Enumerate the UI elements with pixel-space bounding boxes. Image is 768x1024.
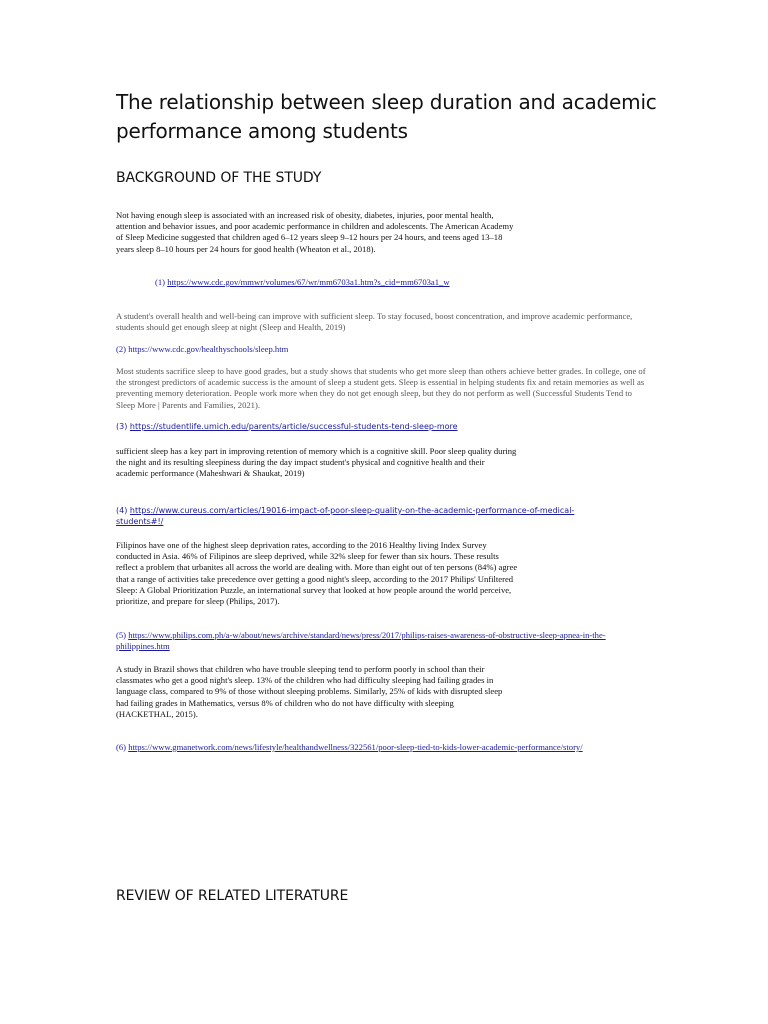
reference-3[interactable] [116,421,458,432]
background-heading: BACKGROUND OF THE STUDY [116,170,322,186]
paragraph-4: sufficient sleep has a key part in improving retention of memory which is a cognitive skill. Poor sleep quality during the night and its resulting sleepiness during the day impact student's physical and cognitive health and their academic performance (Maheshwari & Shaukat, 2019) [116,446,517,479]
reference-5[interactable] [116,630,656,652]
reference-2[interactable] [116,344,288,355]
reference-link[interactable]: https://www.cdc.gov/healthyschools/sleep.htm [128,344,289,354]
reference-link[interactable]: https://www.cureus.com/articles/19016-impact-of-poor-sleep-quality-on-the-academic-performance-of-medical-students#!/ [116,506,575,527]
reference-number: (3) [116,422,128,431]
reference-link[interactable]: https://www.cdc.gov/mmwr/volumes/67/wr/mm6703a1.htm?s_cid=mm6703a1_w [167,277,450,287]
reference-number: (6) [116,742,127,752]
reference-link[interactable]: https://www.philips.com.ph/a-w/about/news/archive/standard/news/press/2017/philips-raises-awareness-of-obstructive-sleep-apnea-in-the-philippines.htm [116,630,606,652]
reference-4[interactable] [116,505,616,527]
reference-link[interactable]: https://studentlife.umich.edu/parents/article/successful-students-tend-sleep-more [129,422,458,431]
paragraph-2: A student's overall health and well-being can improve with sufficient sleep. To stay focused, boost concentration, and improve academic performance, students should get enough sleep at night (Sleep and Health, 2019) [116,311,633,333]
reference-link[interactable]: https://www.gmanetwork.com/news/lifestyle/healthandwellness/322561/poor-sleep-tied-to-kids-lower-academic-performance/story/ [128,742,583,752]
reference-number: (2) [116,344,127,354]
paragraph-1: Not having enough sleep is associated with an increased risk of obesity, diabetes, injuries, poor mental health, attention and behavior issues, and poor academic performance in children and adolescents. The American Academy of Sleep Medicine suggested that children aged 6–12 years sleep 9–12 hours per 24 hours, and teens aged 13–18 years sleep 8–10 hours per 24 hours for good health (Wheaton et al., 2018). [116,210,514,254]
review-heading: REVIEW OF RELATED LITERATURE [116,888,349,904]
reference-number: (1) [155,277,166,287]
reference-1[interactable] [155,277,450,288]
reference-number: (5) [116,630,127,640]
paragraph-6: A study in Brazil shows that children who have trouble sleeping tend to perform poorly in school than their classmates who get a good night's sleep. 13% of the children who had difficulty sleeping had failing grades in language class, compared to 9% of those without sleeping problems. Similarly, 25% of kids with disrupted sleep had failing grades in Mathematics, versus 8% of children who do not have difficulty with sleeping (HACKETHAL, 2015). [116,664,503,719]
paragraph-5: Filipinos have one of the highest sleep deprivation rates, according to the 2016 Healthy living Index Survey conducted in Asia. 46% of Filipinos are sleep deprived, while 32% sleep for fewer than six hours. These results reflect a problem that urbanites all across the world are dealing with. More than eight out of ten persons (84%) agree that a range of activities take precedence over getting a good night's sleep, according to the 2017 Philips' Unfiltered Sleep: A Global Prioritization Puzzle, an international survey that looked at how people around the world perceive, prioritize, and prepare for sleep (Philips, 2017). [116,540,518,607]
reference-6[interactable] [116,742,616,753]
document-title: The relationship between sleep duration and academic performance among students [116,90,657,143]
reference-number: (4) [116,506,128,515]
paragraph-3: Most students sacrifice sleep to have good grades, but a study shows that students who get more sleep than others achieve better grades. In college, one of the strongest predictors of academic success is the amount of sleep a student gets. Sleep is essential in helping students fix and retain memories as well as preventing memory deterioration. People work more when they do not get enough sleep, but they do not perform as well (Successful Students Tend to Sleep More | Parents and Families, 2021). [116,366,646,410]
